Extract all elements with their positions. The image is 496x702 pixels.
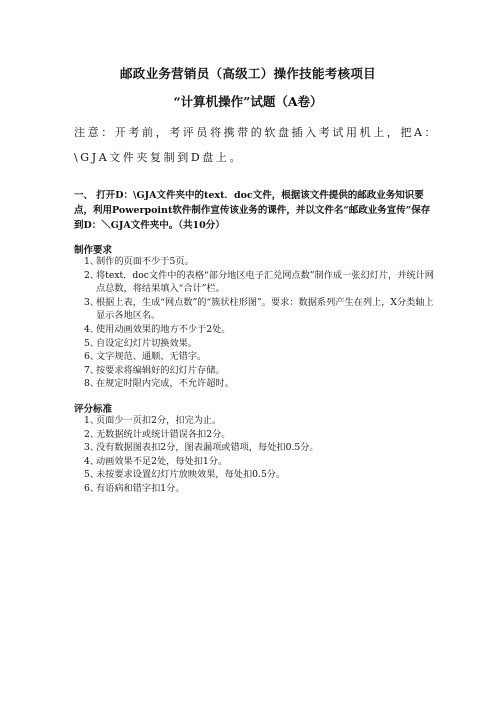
list-item-text: 按要求将编辑好的幻灯片存储。 <box>96 364 225 376</box>
list-item-number: 7、 <box>84 364 100 376</box>
list-item <box>84 255 434 269</box>
list-item <box>84 269 434 296</box>
list-item-text: 无数据统计或统计错误各扣2分。 <box>96 428 231 440</box>
list-item-number: 3、 <box>84 442 100 454</box>
list-item-text: 将text．doc文件中的表格“部分地区电子汇兑网点数”制作成一张幻灯片，并统计网点总数，将结果填入“合计”栏。 <box>96 269 434 295</box>
list-item <box>84 468 434 482</box>
list-item <box>84 455 434 469</box>
list-item-number: 4、 <box>84 323 100 335</box>
list-item-text: 根据上表，生成“网点数”的“簇状柱形图”。要求：数据系列产生在列上，X分类轴上显示各地区名。 <box>96 296 434 322</box>
list-item-text: 使用动画效果的地方不少于2处。 <box>96 323 231 335</box>
list-item-text: 未按要求设置幻灯片放映效果，每处扣0.5分。 <box>96 469 286 481</box>
list-item-number: 6、 <box>84 351 100 363</box>
list-item <box>84 482 434 496</box>
list-item-text: 文字规范、通顺、无错字。 <box>96 351 207 363</box>
question-1: 一、 打开D：\GJA文件夹中的text．doc文件，根据该文件提供的邮政业务知识要点，利用Powerpoint软件制作宣传该业务的课件，并以文件名“邮政业务宣传”保存到D：＼GJA文件夹中。（共10分） <box>74 190 431 231</box>
list-item-text: 有语病和错字扣1分。 <box>96 482 185 494</box>
list-item <box>84 296 434 323</box>
list-item <box>84 364 434 378</box>
list-item-text: 页面少一页扣2分，扣完为止。 <box>96 415 222 426</box>
list-item <box>84 323 434 337</box>
list-item <box>84 428 434 442</box>
scoring-heading: 评分标准 <box>74 404 113 415</box>
document-title: 邮政业务营销员（高级工）操作技能考核项目 <box>119 66 376 81</box>
list-item-text: 自设定幻灯片切换效果。 <box>96 337 198 349</box>
list-item-number: 6、 <box>84 482 100 494</box>
list-item-number: 2、 <box>84 269 100 281</box>
list-item-number: 2、 <box>84 428 100 440</box>
list-item-text: 在规定时限内完成，不允许超时。 <box>96 378 234 390</box>
notice-paragraph: 注意：开考前，考评员将携带的软盘插入考试用机上，把A：\GJA文件夹复制到D盘上。 <box>74 126 439 164</box>
list-item-number: 5、 <box>84 469 100 481</box>
list-item <box>84 377 434 391</box>
list-item-number: 4、 <box>84 455 100 467</box>
list-item-number: 1、 <box>84 415 100 426</box>
requirements-list <box>84 255 434 391</box>
list-item <box>84 350 434 364</box>
list-item <box>84 441 434 455</box>
list-item-number: 5、 <box>84 337 100 349</box>
requirements-heading: 制作要求 <box>74 245 113 256</box>
list-item-number: 8、 <box>84 378 100 390</box>
list-item-text: 动画效果不足2处，每处扣1分。 <box>96 455 228 467</box>
list-item-number: 1、 <box>84 256 100 267</box>
scoring-list <box>84 414 434 496</box>
document-subtitle: “计算机操作”试题（A卷） <box>173 94 323 109</box>
list-item-number: 3、 <box>84 296 100 308</box>
list-item-text: 没有数据图表扣2分，图表漏项或错项，每处扣0.5分。 <box>96 442 319 454</box>
list-item-text: 制作的页面不少于5页。 <box>96 256 194 267</box>
list-item <box>84 337 434 351</box>
list-item <box>84 414 434 428</box>
